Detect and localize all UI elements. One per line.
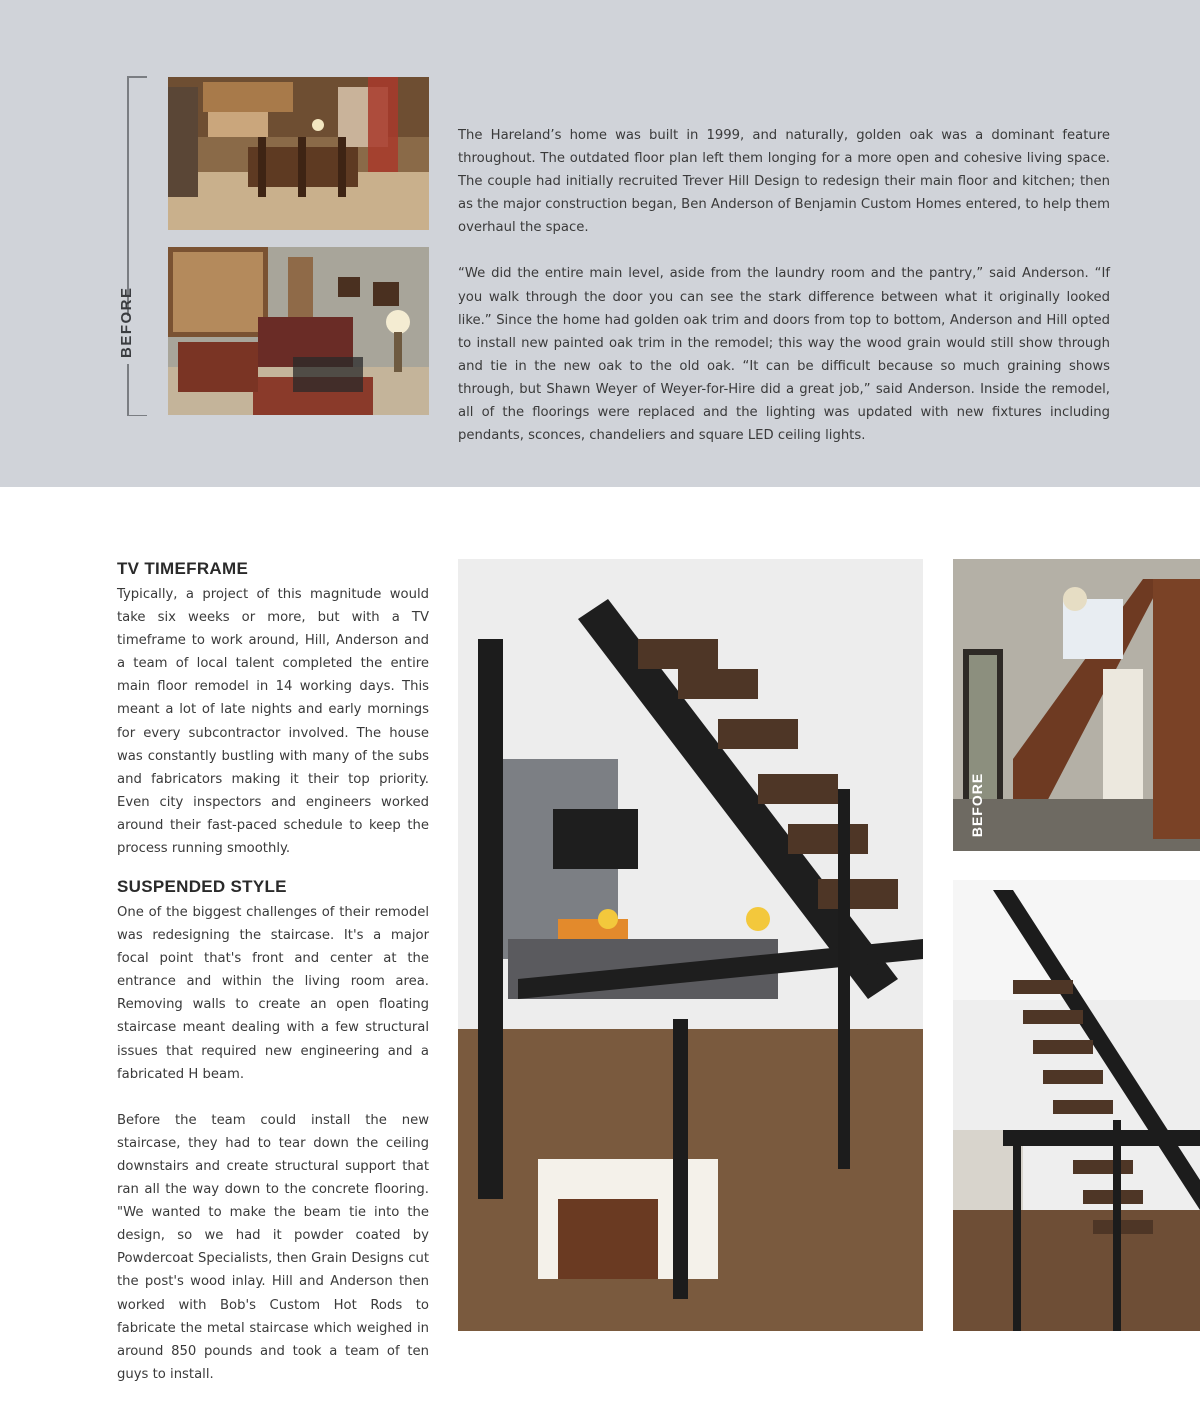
staircase-after-photo [953, 880, 1200, 1331]
before-bracket [127, 76, 147, 416]
before-living-room-photo [168, 247, 429, 415]
before-label-small: BEFORE [969, 772, 985, 838]
intro-paragraph: “We did the entire main level, aside from the laundry room and the pantry,” said Anderson. “If you walk through the door you can see the stark difference between what it originally looked like.” Since the home had golden oak trim and doors from top to bottom, Anderson and Hill opted to install new painted oak trim in the remodel; this way the wood grain would still show through and tie in the new oak to the old oak. “It can be difficult because so much graining shows through, but Shawn Weyer of Weyer-for-Hire did a great job,” said Anderson. Inside the remodel, all of the floorings were replaced and the lighting was updated with new fixtures including pendants, sconces, chandeliers and square LED ceiling lights. [458, 266, 1110, 444]
staircase-main-photo [458, 559, 923, 1331]
intro-text [458, 124, 1110, 470]
section-paragraph: Typically, a project of this magnitude would take six weeks or more, but with a TV timeframe to work around, Hill, Anderson and a team of local talent completed the entire main floor remodel in 14 working days. This meant a lot of late nights and early mornings for every subcontractor involved. The house was constantly bustling with many of the subs and fabricators making it their top priority. Even city inspectors and engineers worked around their fast-paced schedule to keep the process running smoothly. [117, 587, 429, 857]
section-paragraph: One of the biggest challenges of their remodel was redesigning the staircase. It's a major focal point that's front and center at the entrance and within the living room area. Removing walls to create an open floating staircase meant dealing with a few structural issues that required new engineering and a fabricated H beam. [117, 905, 429, 1082]
section-paragraph: Before the team could install the new staircase, they had to tear down the ceiling downstairs and create structural support that ran all the way down to the concrete flooring. "We wanted to make the beam tie into the design, so we had it powder coated by Powdercoat Specialists, then Grain Designs cut the post's wood inlay. Hill and Anderson then worked with Bob's Custom Hot Rods to fabricate the metal staircase which weighed in around 850 pounds and took a team of ten guys to install. [117, 1112, 429, 1382]
section-heading: TV TIMEFRAME [117, 559, 249, 578]
before-kitchen-photo [168, 77, 429, 230]
before-label: BEFORE [117, 316, 137, 364]
staircase-before-photo [953, 559, 1200, 851]
section-heading: SUSPENDED STYLE [117, 877, 287, 896]
section-suspended-style [117, 877, 429, 1386]
section-tv-timeframe [117, 559, 429, 860]
intro-paragraph: The Hareland’s home was built in 1999, and naturally, golden oak was a dominant feature throughout. The outdated floor plan left them longing for a more open and cohesive living space. The couple had initially recruited Trever Hill Design to redesign their main floor and kitchen; then as the major construction began, Ben Anderson of Benjamin Custom Homes entered, to help them overhaul the space. [458, 128, 1110, 236]
